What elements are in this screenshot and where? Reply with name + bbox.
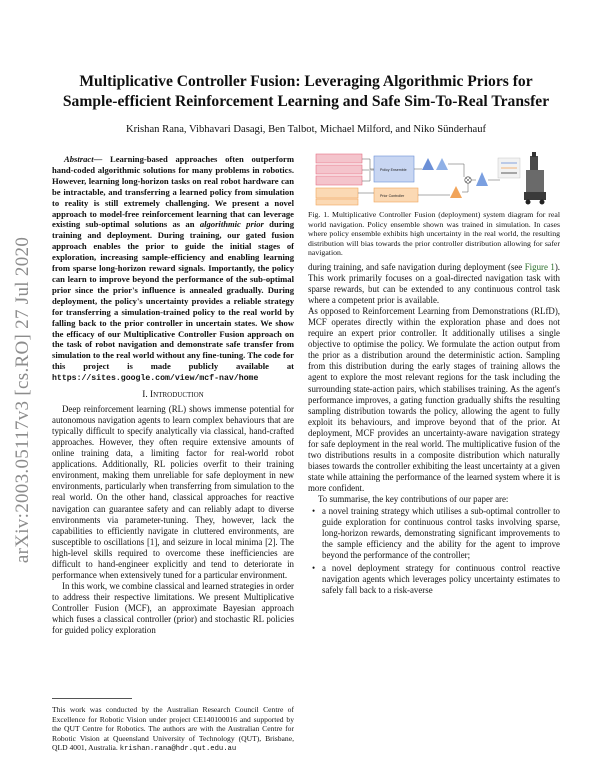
intro-paragraph-2: In this work, we combine classical and learned strategies in order to address their respective limitations. We present Multiplicative Controller Fusion (MCF), an approximate Bayesian approach which fuses a classical controller (prior) and stochastic RL policies for guided policy exploration	[52, 580, 294, 636]
paper-title-line-1: Multiplicative Controller Fusion: Leveraging Algorithmic Priors for	[79, 73, 533, 90]
abstract-text-part-2: during training and deployment. During training, our gated fusion approach enables the prior to guide the initial stages of exploration, increasing sample-efficiency and enabling learning from sparse long-horizon reward signals. Importantly, the policy can learn to improve beyond the performance of the sub-optimal prior since the prior's influence is annealed gradually. During deployment, the policy's uncertainty provides a reliable strategy for transferring a simulation-trained policy to the real world by falling back to the prior controller in uncertain states. We show the efficacy of our Multiplicative Controller Fusion approach on the task of robot navigation and demonstrate safe transfer from simulation to the real world without any fine-tuning. The code for this project is made publicly available at	[52, 219, 294, 372]
intro-paragraph-1: Deep reinforcement learning (RL) shows immense potential for autonomous navigation agents to learn complex behaviours that are typically difficult to specify analytically via classical, hand-crafted approaches. However, they often require extensive amounts of online training data, a limiting factor for real-world robot applications. Additionally, RL policies overfit to their training environment, making them unreliable for safe deployment in new environments, particularly when transferring from simulation to the real world. On the other hand, classical approaches for reactive navigation can guarantee safety and can reliably adapt to diverse environments via parameter-tuning. They, however, lack the capabilities to efficiently navigate in cluttered environments, are susceptible to oscillations [1], and seizure in local minima [2]. The high-level skills required to overcome these inefficiencies are difficult to hand-engineer explicitly and tend to deteriorate in performance when extensively tuned for a particular environment.	[52, 404, 294, 580]
figure-input-box	[316, 154, 362, 163]
intro-paragraph-rlfd: As opposed to Reinforcement Learning from Demonstrations (RLfD), MCF operates directly within the exploration phase and does not require an expert prior controller. It additionally utilises a single objective to optimise the policy. We formulate the action output from the prior as a distribution around the deterministic action. Sampling from this distribution during the early stages of training allows the agent to explore the most relevant regions for the task including the surrounding state-action pairs, which stabilises training. As the agent's performance improves, a gating function gradually shifts the resulting sampling distribution towards the policy, allowing the agent to fully exploit its behaviours, and improve beyond that of the prior. At deployment, MCF provides an uncertainty-aware navigation strategy for safe deployment in the real world. The multiplicative fusion of the two distributions results in a composite distribution which naturally biases towards the controller exhibiting the least uncertainty at a given state while attaining the performance of the learned system where it is more confident.	[308, 306, 560, 493]
contribution-item-2: • a novel deployment strategy for continuous control reactive navigation agents which leverages policy uncertainty estimates to safely fall back to a risk-averse	[308, 563, 560, 596]
figure-input-box	[316, 165, 362, 174]
section-heading-introduction: I. Introduction	[142, 390, 204, 401]
figure-1-reference-link[interactable]: Figure 1	[524, 262, 555, 272]
figure-label-prior-controller: Prior Controller	[380, 194, 405, 198]
abstract-emphasis: algorithmic prior	[199, 219, 264, 230]
abstract-label: Abstract	[64, 154, 94, 164]
left-column	[52, 154, 294, 636]
intro-paragraph-continued	[308, 262, 560, 306]
figure-1-svg	[310, 150, 558, 206]
continued-text-b: ). This work primarily focuses on a goal-directed navigation task with sparse rewards, but can be extended to any continuous control task where a competent prior is available.	[308, 262, 561, 306]
continued-text-a: during training, and safe navigation during deployment (see	[308, 262, 525, 272]
figure-input-box	[316, 176, 362, 185]
abstract-text-part-1: Learning-based approaches often outperform hand-coded algorithmic solutions for many problems in robotics. However, learning long-horizon tasks on real robot hardware can be intractable, and transferring a learned policy from simulation to reality is still extremely challenging. We present a novel approach to model-free reinforcement learning that can leverage existing sub-optimal solutions as an	[52, 154, 294, 230]
paper-title-line-2: Sample-efficient Reinforcement Learning and Safe Sim-To-Real Transfer	[62, 93, 550, 110]
abstract	[52, 154, 294, 385]
arxiv-identifier-text: arXiv:2003.05117v3 [cs.RO] 27 Jul 2020	[12, 236, 34, 564]
figure-1-caption: Fig. 1. Multiplicative Controller Fusion (deployment) system diagram for real world navigation. Policy ensemble shown was trained in simulation. In cases where policy ensemble exhibits high uncertainty in the real world, the resulting distribution will bias towards the prior controller distribution allowing for safer navigation.	[308, 210, 560, 257]
contribution-item-1: • a novel training strategy which utilises a sub-optimal controller to guide exploration for continuous control tasks involving sparse, long-horizon rewards, demonstrating significant improvements to the sample efficiency and the ability for the agent to improve beyond the performance of the controller;	[308, 506, 560, 561]
footnote	[52, 702, 294, 755]
figure-1-diagram	[310, 150, 558, 206]
footnote-divider	[52, 698, 132, 699]
abstract-dash: —	[93, 154, 110, 164]
paper-title	[52, 72, 560, 112]
intro-paragraph-summary: To summarise, the key contributions of our paper are:	[318, 493, 509, 504]
figure-state-box	[316, 188, 358, 198]
right-column	[308, 262, 560, 598]
arxiv-identifier	[6, 150, 40, 650]
contribution-list	[308, 506, 560, 596]
author-list: Krishan Rana, Vibhavari Dasagi, Ben Talbot, Michael Milford, and Niko Sünderhauf	[125, 124, 487, 135]
author-email[interactable]: krishan.rana@hdr.qut.edu.au	[119, 745, 237, 754]
footnote-text: This work was conducted by the Australian Research Council Centre of Excellence for Robotic Vision under project CE140100016 and supported by the QUT Centre for Robotics. The authors are with the Australian Centre for Robotic Vision at Queensland University of Technology (QUT), Brisbane, QLD 4001, Australia.	[52, 705, 294, 753]
figure-state-box	[316, 199, 358, 205]
figure-label-policy-ensemble: Policy Ensemble	[380, 168, 407, 172]
project-url-link[interactable]: https://sites.google.com/view/mcf-nav/home	[52, 374, 259, 384]
